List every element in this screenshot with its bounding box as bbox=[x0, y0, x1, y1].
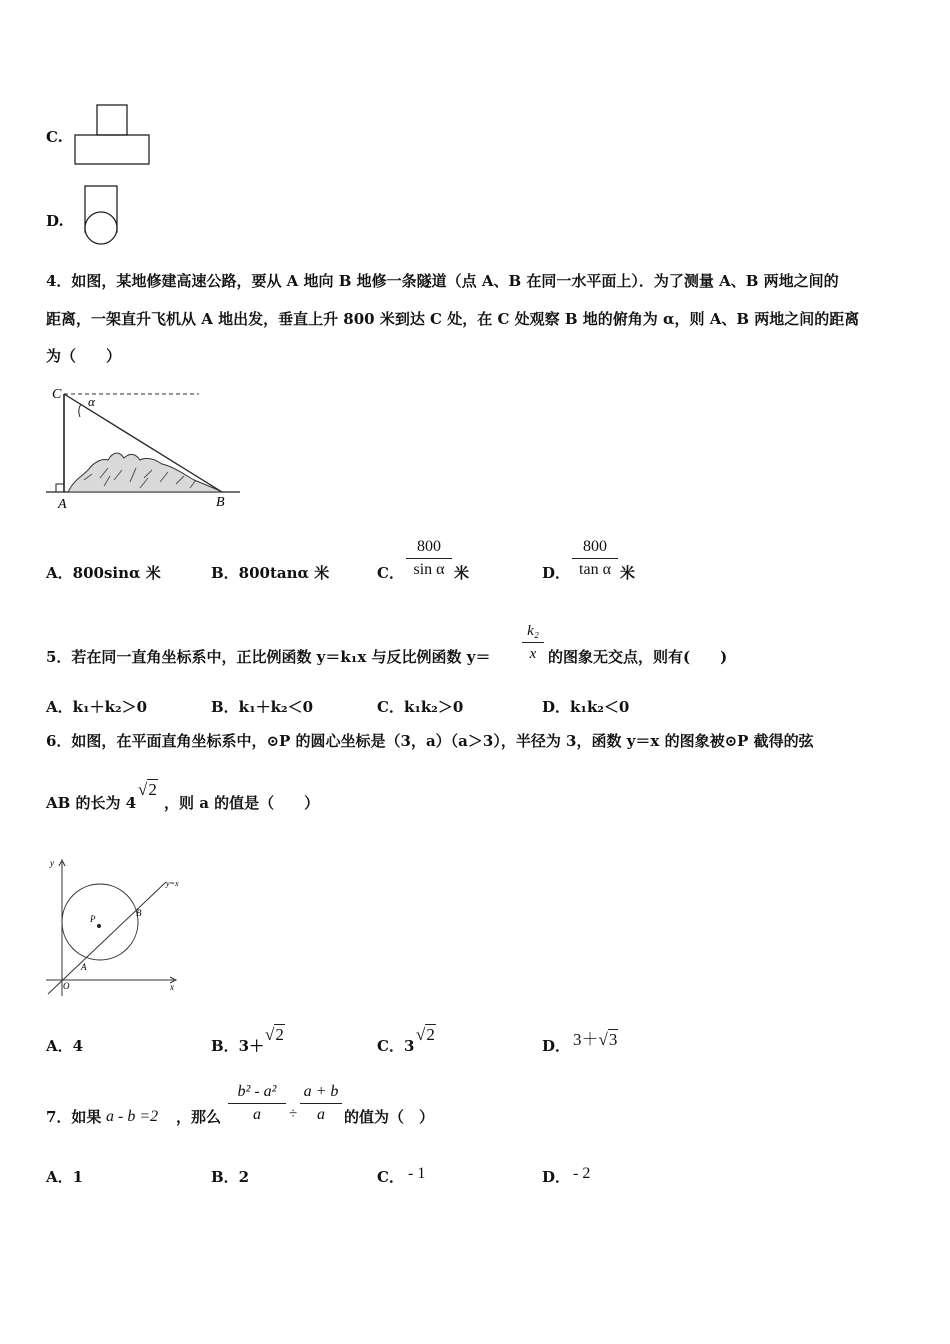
q7-stem-pre: 7．如果 bbox=[46, 1108, 102, 1126]
q3-option-d-label: D. bbox=[46, 212, 64, 230]
q6-option-a: A．4 bbox=[46, 1037, 84, 1055]
q6-stem-sqrt bbox=[138, 780, 158, 800]
q5-fraction bbox=[522, 621, 544, 664]
q6-stem-line-1: 6．如图，在平面直角坐标系中，⊙P 的圆心坐标是（3，a）（a＞3），半径为 3，函数 y＝x 的图象被⊙P 截得的弦 bbox=[46, 732, 814, 750]
q4-option-d-label: D． bbox=[542, 564, 571, 582]
q3-option-d-figure bbox=[82, 184, 122, 248]
q7-divide-sign: ÷ bbox=[289, 1106, 298, 1122]
q7-option-d-label: D． bbox=[542, 1168, 571, 1186]
q6-option-b-pre: B．3＋ bbox=[211, 1037, 265, 1055]
q7-option-a: A．1 bbox=[46, 1168, 84, 1186]
q5-option-b: B．k₁＋k₂＜0 bbox=[211, 698, 314, 716]
radical-icon: √ bbox=[416, 1025, 426, 1044]
q4-option-c-label: C． bbox=[377, 564, 404, 582]
q4-figure-label-c: C bbox=[52, 387, 62, 402]
q6-stem-line-2-pre: AB 的长为 4 bbox=[46, 794, 137, 812]
q4-stem-line-1: 4．如图，某地修建高速公路，要从 A 地向 B 地修一条隧道（点 A、B 在同一水平面上）．为了测量 A、B 两地之间的 bbox=[46, 272, 839, 290]
q6-stem-line-2-post: ，则 a 的值是（ ） bbox=[164, 794, 320, 812]
q7-option-b: B．2 bbox=[211, 1168, 250, 1186]
q6-option-d-radicand: 3 bbox=[608, 1030, 618, 1049]
q7-fraction-1-numerator: b² - a² bbox=[237, 1083, 277, 1100]
q6-option-c-sqrt bbox=[416, 1025, 436, 1045]
q6-stem-radicand: 2 bbox=[148, 780, 157, 799]
q5-option-c: C．k₁k₂＞0 bbox=[377, 698, 464, 716]
q6-figure-label-x: x bbox=[170, 982, 174, 992]
q7-option-c-label: C． bbox=[377, 1168, 404, 1186]
q4-option-d-denominator: tan α bbox=[579, 561, 611, 578]
q7-condition: a - b =2 bbox=[106, 1108, 159, 1125]
q6-option-d-pre: 3＋ bbox=[573, 1030, 599, 1049]
q7-stem-mid: ，那么 bbox=[176, 1108, 222, 1126]
q7-fraction-1 bbox=[228, 1082, 286, 1125]
q6-option-d-label: D． bbox=[542, 1037, 571, 1055]
q4-option-c-fraction bbox=[406, 537, 452, 580]
radical-icon: √ bbox=[265, 1025, 275, 1044]
q6-option-b-sqrt bbox=[265, 1025, 285, 1045]
q4-stem-line-3: 为（ ） bbox=[46, 347, 122, 365]
q4-option-c-numerator: 800 bbox=[417, 538, 441, 555]
q5-stem-post: 的图象无交点，则有( ) bbox=[548, 648, 728, 666]
q4-option-d-numerator: 800 bbox=[583, 538, 607, 555]
q4-option-b: B．800tanα 米 bbox=[211, 564, 330, 582]
q3-option-c-figure bbox=[74, 104, 152, 166]
radical-icon: √ bbox=[138, 780, 148, 799]
q5-fraction-numerator: k₂ bbox=[527, 623, 539, 639]
q4-stem-line-2: 距离，一架直升飞机从 A 地出发，垂直上升 800 米到达 C 处，在 C 处观察 B 地的俯角为 α，则 A、B 两地之间的距离 bbox=[46, 310, 860, 328]
q7-fraction-1-denominator: a bbox=[253, 1106, 261, 1123]
q6-figure-label-y: y bbox=[50, 858, 54, 868]
q7-option-d-value: - 2 bbox=[573, 1165, 591, 1182]
q4-option-c-denominator: sin α bbox=[413, 561, 445, 578]
q4-option-a: A．800sinα 米 bbox=[46, 564, 161, 582]
q6-option-c-radicand: 2 bbox=[426, 1025, 435, 1044]
q6-figure-label-o: O bbox=[63, 981, 70, 991]
q6-figure-label-b: B bbox=[136, 908, 142, 918]
q5-stem-pre: 5．若在同一直角坐标系中，正比例函数 y＝k₁x 与反比例函数 y＝ bbox=[46, 648, 491, 666]
q4-option-d-unit: 米 bbox=[620, 564, 636, 582]
q6-figure-label-p: P bbox=[90, 914, 96, 924]
q4-figure-label-b: B bbox=[216, 495, 225, 510]
q4-figure-label-alpha: α bbox=[88, 394, 95, 409]
q7-fraction-2 bbox=[300, 1082, 342, 1125]
q4-option-c-unit: 米 bbox=[454, 564, 470, 582]
q6-figure-label-a: A bbox=[81, 962, 87, 972]
q5-option-a: A．k₁＋k₂＞0 bbox=[46, 698, 148, 716]
q4-figure-label-a: A bbox=[58, 497, 67, 512]
q6-option-d-expr bbox=[573, 1025, 618, 1050]
q7-fraction-2-numerator: a + b bbox=[303, 1083, 339, 1100]
q5-option-d: D．k₁k₂＜0 bbox=[542, 698, 630, 716]
q7-stem-post: 的值为（ ） bbox=[344, 1108, 435, 1126]
q7-option-c-value: - 1 bbox=[408, 1165, 426, 1182]
q4-option-d-fraction bbox=[572, 537, 618, 580]
q5-fraction-denominator: x bbox=[529, 646, 537, 662]
q6-option-c-pre: C．3 bbox=[377, 1037, 415, 1055]
radical-icon: √ bbox=[598, 1030, 608, 1049]
q4-figure bbox=[44, 384, 244, 514]
q6-option-b-radicand: 2 bbox=[275, 1025, 284, 1044]
q7-fraction-2-denominator: a bbox=[317, 1106, 325, 1123]
q6-figure bbox=[40, 856, 190, 1001]
q6-figure-label-line: y=x bbox=[166, 879, 179, 888]
q3-option-c-label: C. bbox=[46, 128, 63, 146]
